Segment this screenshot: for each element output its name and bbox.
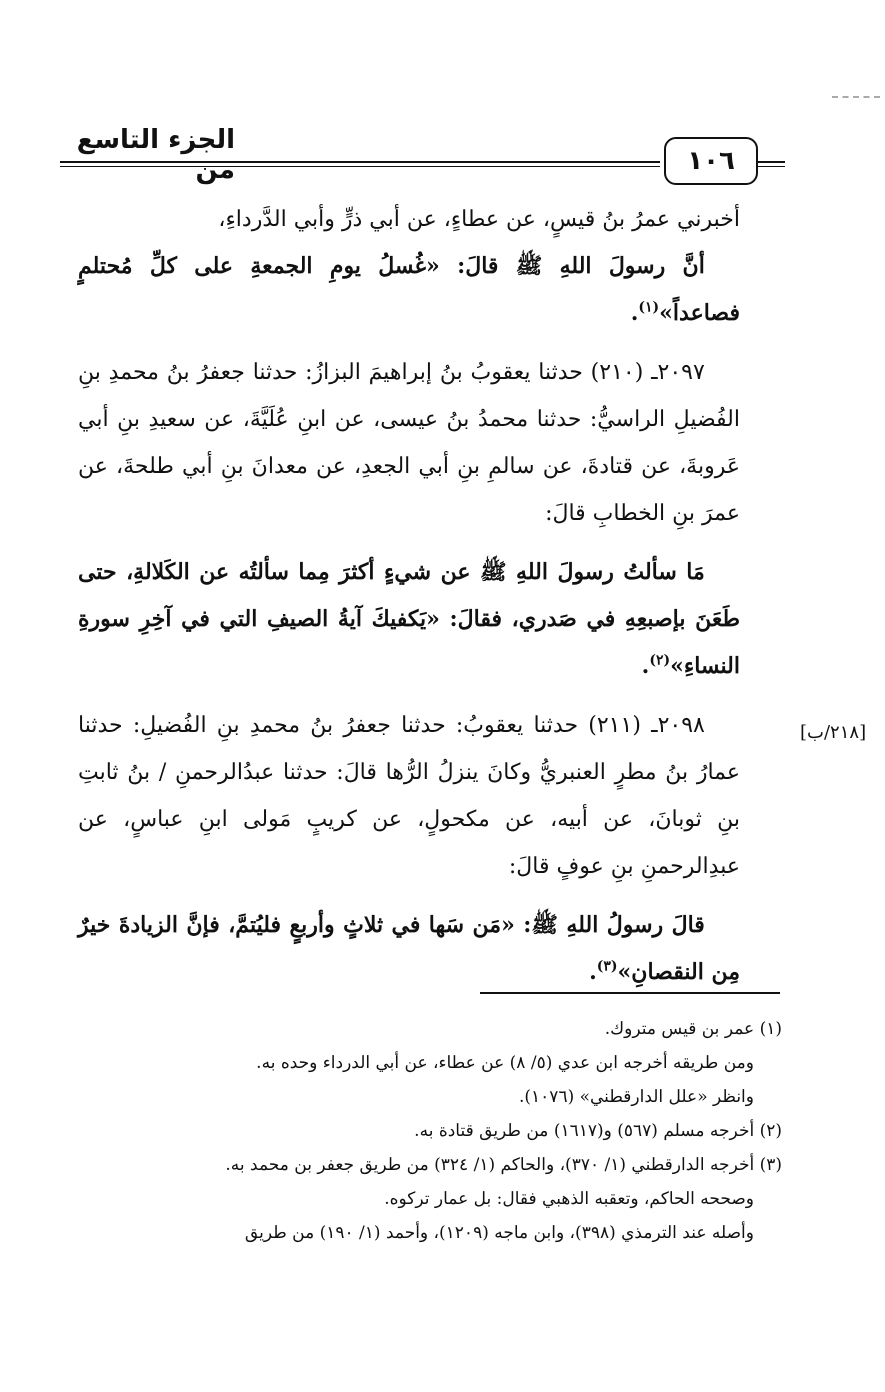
- hadith-paragraph: مَا سألتُ رسولَ اللهِ ﷺ عن شيءٍ أكثرَ مِما سألتُه عن الكَلالةِ، حتى طَعَنَ بإصبعِهِ في صَدري، فقالَ: «يَكفيكَ آيةُ الصيفِ التي في آخِرِ سورةِ النساءِ»$^{(٢)}$.: [78, 559, 740, 679]
- footnote-ref[interactable]: (١): [638, 299, 660, 316]
- hadith-paragraph: قالَ رسولُ اللهِ ﷺ: «مَن سَها في ثلاثٍ وأربعٍ فليُتمَّ، فإنَّ الزيادةَ خيرٌ مِن النقصانِ»$^{(٣)}$.: [78, 912, 740, 985]
- footnote: (٢) أخرجه مسلم (٥٦٧) و(١٦١٧) من طريق قتادة به.: [414, 1121, 782, 1141]
- footnote-continuation: ومن طريقه أخرجه ابن عدي (٥/ ٨) عن عطاء، عن أبي الدرداء وحده به.: [256, 1053, 754, 1073]
- paragraph-text: ٢٠٩٨ـ (٢١١) حدثنا يعقوبُ: حدثنا جعفرُ بنُ محمدِ بنِ الفُضيلِ: حدثنا عمارُ بنُ مطرٍ العنبريُّ وكانَ ينزلُ الرُّها قالَ: حدثنا عبدُالرحمنِ / بنُ ثابتِ بنِ ثوبانَ، عن أبيه، عن مكحولٍ، عن كريبٍ مَولى ابنِ عباسٍ، عن عبدِالرحمنِ بنِ عوفٍ قالَ:: [78, 713, 740, 879]
- scan-mark: [832, 96, 880, 98]
- paragraph-text: ٢٠٩٧ـ (٢١٠) حدثنا يعقوبُ بنُ إبراهيمَ البزازُ: حدثنا جعفرُ بنُ محمدِ بنِ الفُضيلِ الراسيُّ: حدثنا محمدُ بنُ عيسى، عن ابنِ عُلَيَّةَ، عن سعيدِ بنِ أبي عَروبةَ، عن قتادةَ، عن سالمِ بنِ أبي الجعدِ، عن معدانَ بنِ أبي طلحةَ، عن عمرَ بنِ الخطابِ قالَ:: [78, 360, 740, 526]
- page-header: [60, 125, 785, 185]
- header-rule: [758, 161, 785, 163]
- running-title: الجزء التاسع من: [76, 125, 235, 185]
- isnad-paragraph: [78, 702, 740, 890]
- paragraph-text: مَا سألتُ رسولَ اللهِ ﷺ عن شيءٍ أكثرَ مِما سألتُه عن الكَلالةِ، حتى طَعَنَ بإصبعِهِ في صَدري، فقالَ: «يَكفيكَ آيةُ الصيفِ التي في آخِرِ سورةِ النساءِ»: [78, 559, 740, 679]
- footnote: (٣) أخرجه الدارقطني (١/ ٣٧٠)، والحاكم (١/ ٣٢٤) من طريق جعفر بن محمد به.: [225, 1155, 782, 1175]
- paragraph-text: أنَّ رسولَ اللهِ ﷺ قالَ: «غُسلُ يومِ الجمعةِ على كلِّ مُحتلمٍ فصاعداً»: [78, 253, 740, 326]
- isnad-paragraph: [78, 196, 740, 243]
- manuscript-folio-ref: [٢١٨/ب]: [800, 722, 867, 743]
- hadith-paragraph: أنَّ رسولَ اللهِ ﷺ قالَ: «غُسلُ يومِ الجمعةِ على كلِّ مُحتلمٍ فصاعداً»$^{(١)}$.: [78, 253, 740, 326]
- main-text: [78, 196, 740, 996]
- page-number: ١٠٦: [664, 137, 758, 185]
- footnote-continuation: وانظر «علل الدارقطني» (١٠٧٦).: [519, 1087, 754, 1107]
- footnote-continuation: وصححه الحاكم، وتعقبه الذهبي فقال: بل عمار تركوه.: [384, 1189, 754, 1209]
- header-rule: [758, 166, 785, 167]
- footnote: (١) عمر بن قيس متروك.: [604, 1019, 782, 1039]
- footnote-separator: [480, 992, 780, 994]
- isnad-paragraph: [78, 349, 740, 537]
- footnote-ref[interactable]: (٣): [596, 958, 618, 975]
- footnote-ref[interactable]: (٢): [649, 652, 671, 669]
- footnote-continuation: وأصله عند الترمذي (٣٩٨)، وابن ماجه (١٢٠٩)، وأحمد (١/ ١٩٠) من طريق: [244, 1223, 754, 1243]
- footnotes: [70, 1012, 782, 1250]
- paragraph-text: قالَ رسولُ اللهِ ﷺ: «مَن سَها في ثلاثٍ وأربعٍ فليُتمَّ، فإنَّ الزيادةَ خيرٌ مِن النقصانِ»: [78, 912, 740, 985]
- paragraph-text: أخبرني عمرُ بنُ قيسٍ، عن عطاءٍ، عن أبي ذرٍّ وأبي الدَّرداءِ،: [218, 207, 740, 232]
